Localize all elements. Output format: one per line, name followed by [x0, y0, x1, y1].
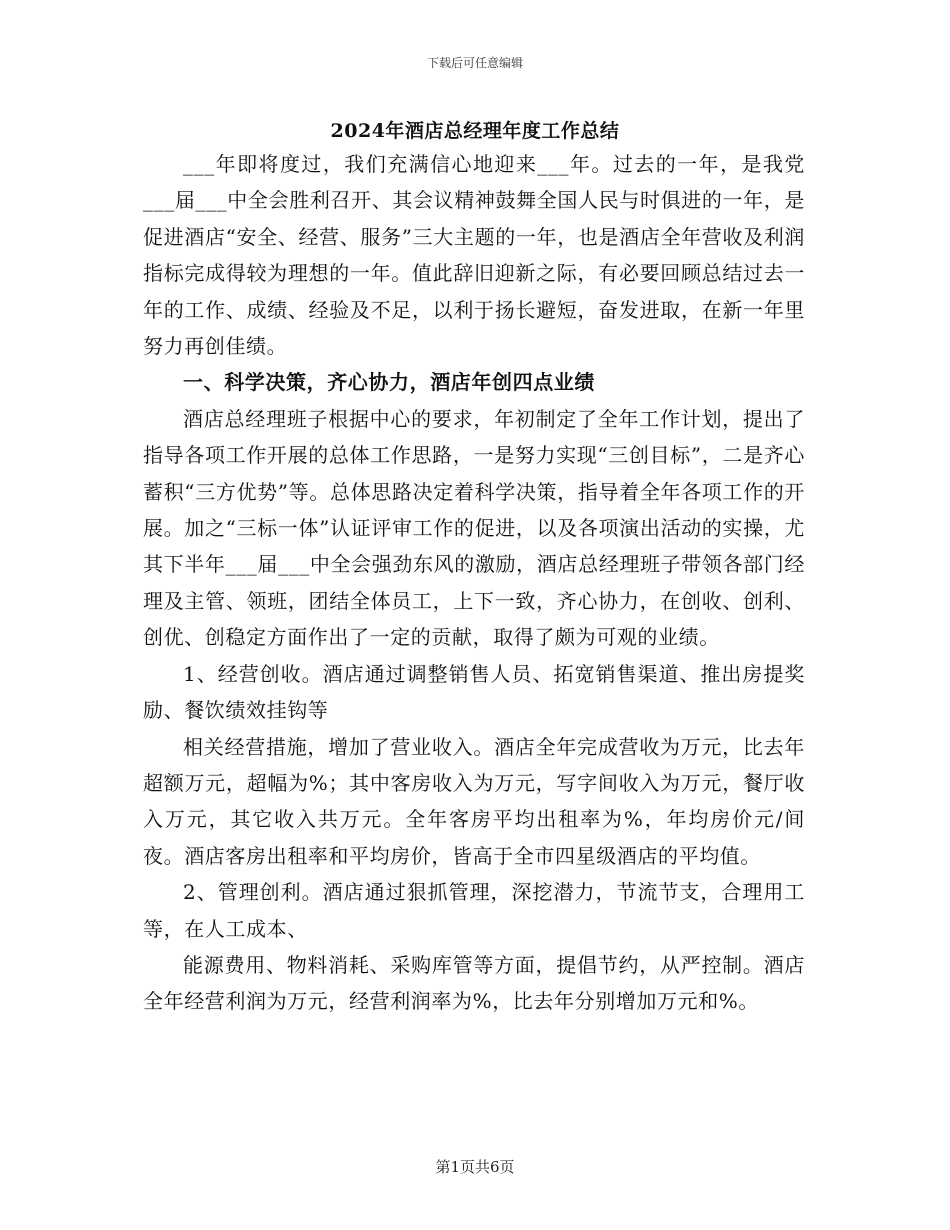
- header-note: 下载后可任意编辑: [426, 56, 523, 70]
- item-2-continuation-paragraph: 能源费用、物料消耗、采购库管等方面，提倡节约，从严控制。酒店全年经营利润为万元，经营利润率为%，比去年分别增加万元和%。: [143, 952, 805, 1014]
- page-number-footer: 第1页共6页: [435, 1158, 515, 1176]
- intro-paragraph: ___年即将度过，我们充满信心地迎来___年。过去的一年，是我党___届___中全会胜利召开、其会议精神鼓舞全国人民与时俱进的一年，是促进酒店“安全、经营、服务”三大主题的一年，也是酒店全年营收及利润指标完成得较为理想的一年。值此辞旧迎新之际，有必要回顾总结过去一年的工作、成绩、经验及不足，以利于扬长避短，奋发进取，在新一年里努力再创佳绩。: [143, 152, 805, 359]
- document-body: [143, 146, 805, 1020]
- item-2-paragraph: 2、管理创利。酒店通过狠抓管理，深挖潜力，节流节支，合理用工等，在人工成本、: [143, 880, 805, 941]
- document-title: 2024年酒店总经理年度工作总结: [330, 120, 620, 142]
- item-1-continuation-paragraph: 相关经营措施，增加了营业收入。酒店全年完成营收为万元，比去年超额万元，超幅为%；其中客房收入为万元，写字间收入为万元，餐厅收入万元，其它收入共万元。全年客房平均出租率为%，年均房价元/间夜。酒店客房出租率和平均房价，皆高于全市四星级酒店的平均值。: [143, 734, 805, 868]
- section-heading: 一、科学决策，齐心协力，酒店年创四点业绩: [183, 370, 595, 395]
- section-paragraph: 酒店总经理班子根据中心的要求，年初制定了全年工作计划，提出了指导各项工作开展的总体工作思路，一是努力实现“三创目标”，二是齐心蓄积“三方优势”等。总体思路决定着科学决策，指导着全年各项工作的开展。加之“三标一体”认证评审工作的促进，以及各项演出活动的实操，尤其下半年___届___中全会强劲东风的激励，酒店总经理班子带领各部门经理及主管、领班，团结全体员工，上下一致，齐心协力，在创收、创利、创优、创稳定方面作出了一定的贡献，取得了颇为可观的业绩。: [143, 406, 805, 650]
- item-1-paragraph: 1、经营创收。酒店通过调整销售人员、拓宽销售渠道、推出房提奖励、餐饮绩效挂钩等: [143, 661, 805, 723]
